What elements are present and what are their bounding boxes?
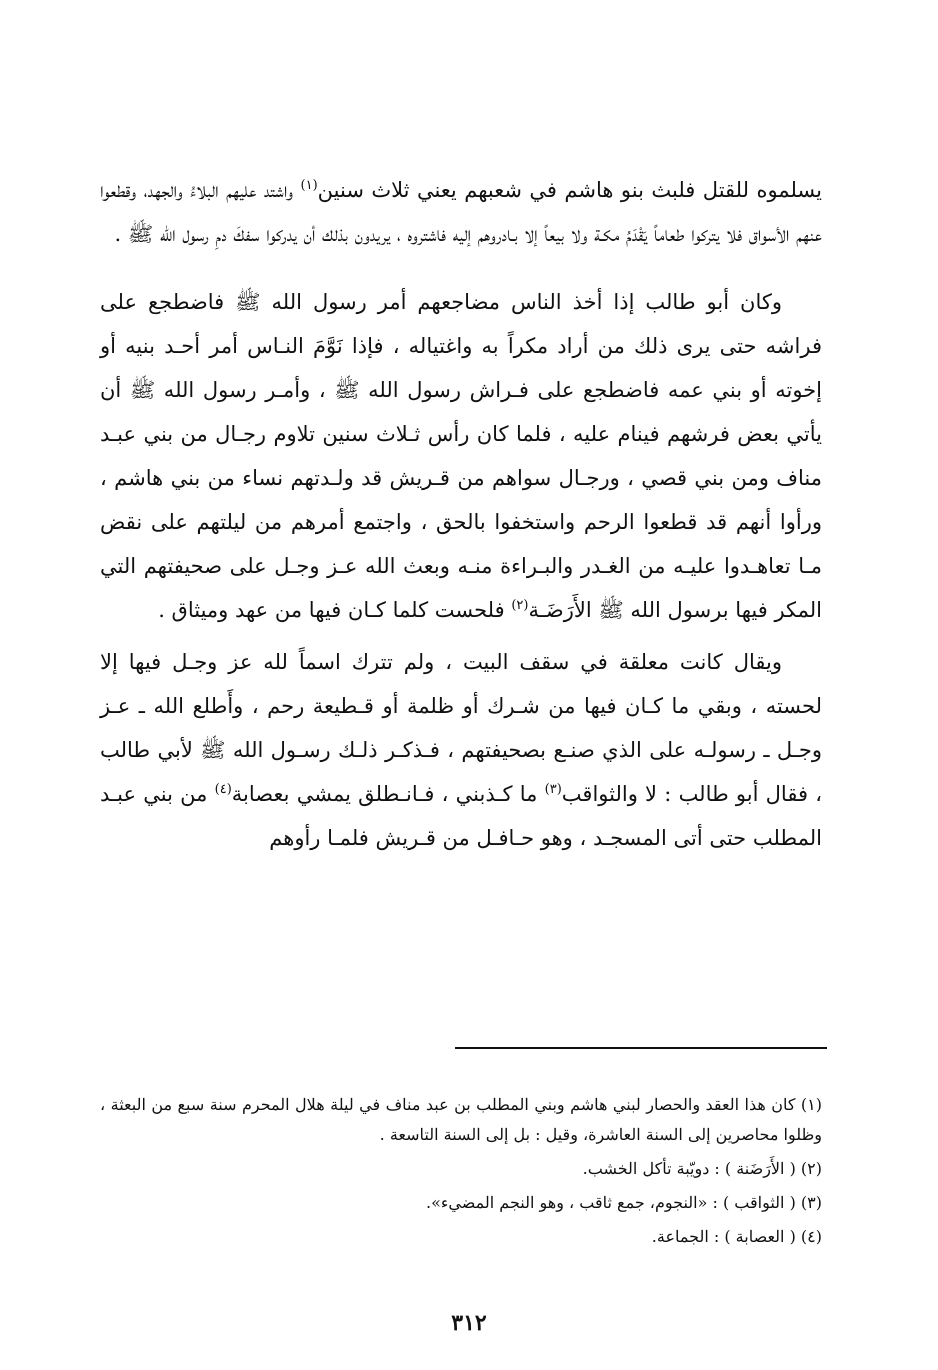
footnote-ref-2: (٢) [511,598,529,613]
footnote-divider [455,1047,827,1049]
paragraph-3-text-b: ما كـذبني ، فـانـطلق يمشي بعصابة [231,782,545,806]
footnote-3: (٣) ( الثواقب ) : «النجوم، جمع ثاقب ، وهو النجم المضيء». [426,1193,822,1212]
paragraph-3 [100,640,822,860]
paragraph-2 [100,280,822,632]
paragraph-2-text-b: فلحست كلما كـان فيها من عهد وميثاق . [158,598,512,622]
paragraph-1 [100,168,822,256]
footnote-1: (١) كان هذا العقد والحصار لبني هاشم وبني المطلب بن عبد مناف في ليلة هلال المحرم سنة سبع من البعثة ، وظلوا محاصرين إلى السنة العاشرة، وقيل : بل إلى السنة التاسعة . [100,1095,822,1144]
paragraph-3-text-a: ويقال كانت معلقة في سقف البيت ، ولم تترك اسماً لله عز وجـل فيها إلا لحسته ، وبقي ما كـان فيها من شـرك أو ظلمة أو قـطيعة رحم ، وأَطلع الله ـ عـز وجـل ـ رسولـه على الذي صنـع بصحيفتهم ، فـذكـر ذلـك رسـول الله ﷺ لأبي طالب ، فقال أبو طالب : لا والثواقب [100,650,822,806]
footnotes [100,1090,822,1256]
paragraph-1-text-a: يسلموه للقتل فلبث بنو هاشم في شعبهم يعني ثلاث سنين [317,178,822,202]
footnote-2: (٢) ( الأَرَضَنة ) : دويّبة تأكل الخشب. [582,1159,822,1178]
footnote-4: (٤) ( العصابة ) : الجماعة. [651,1227,822,1246]
page-number: ٣١٢ [451,1310,487,1336]
main-text [100,168,822,860]
paragraph-3-text-c: من بني عبـد المطلب حتى أتى المسجـد ، وهو حـافـل من قـريش فلمـا رأوهم [100,782,822,850]
footnote-ref-4: (٤) [214,782,232,797]
paragraph-2-text-a: وكان أبو طالب إذا أخذ الناس مضاجعهم أمر رسول الله ﷺ فاضطجع على فراشه حتى يرى ذلك من أراد مكراً به واغتياله ، فإذا نَوَّمَ النـاس أمر أحـد بنيه أو إخوته أو بني عمه فاضطجع على فـراش رسول الله ﷺ ، وأمـر رسول الله ﷺ أن يأتي بعض فرشهم فينام عليه ، فلما كان رأس ثـلاث سنين تلاوم رجـال من بني عبـد مناف ومن بني قصي ، ورجـال سواهم من قـريش قد ولـدتهم نساء من بني هاشم ، ورأوا أنهم قد قطعوا الرحم واستخفوا بالحق ، واجتمع أمرهم من ليلتهم على نقض مـا تعاهـدوا عليـه من الغـدر والبـراءة منـه وبعث الله عـز وجـل على صحيفتهم التي المكر فيها برسول الله ﷺ الأَرَضَـة [100,290,822,622]
footnote-ref-3: (٣) [544,782,562,797]
footnote-ref-1: (١) [300,178,318,193]
paragraph-1-text-b: واشتد عليهم البلاءُ والجهد، وقطعوا عنهم الأسواق فلا يتركوا طعاماً يَقْدَمُ مكـة ولا بيعاً إلا بـادروهم إليه فاشتروه ، يريدون بذلك أن يدركوا سفكَ دمِ رسول الله ﷺ . [100,178,822,246]
